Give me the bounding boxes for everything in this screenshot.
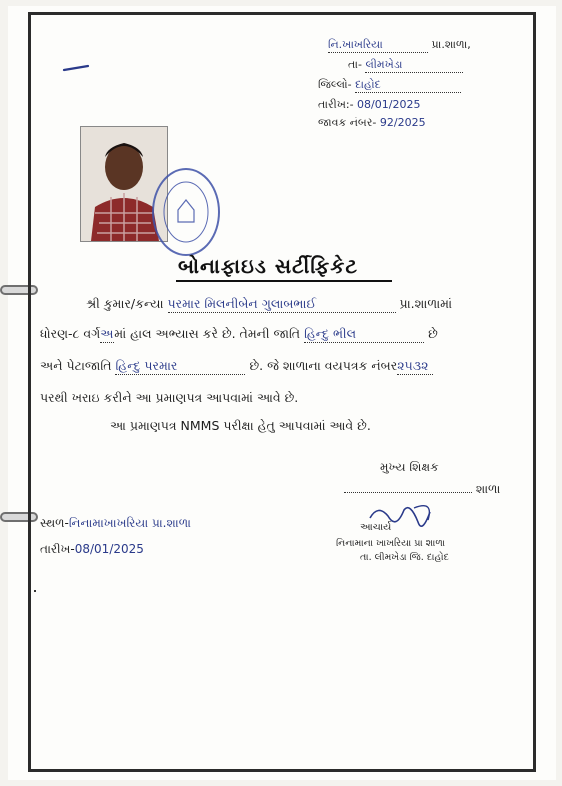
school-blank xyxy=(344,492,472,493)
student-name: પરમાર મિલનીબેન ગુલાબભાઈ xyxy=(168,296,396,313)
footer-date-value: 08/01/2025 xyxy=(74,542,144,556)
header-outward-line xyxy=(318,116,426,130)
body-line-4: પરથી ખરાઇ કરીને આ પ્રમાણપત્ર આપવામાં આવે છે. xyxy=(40,390,299,405)
certificate-title: બોનાફાઇડ સર્ટીફિકેટ xyxy=(178,254,358,278)
header-district-line xyxy=(318,78,461,93)
outward-label: જાવક નંબર- xyxy=(318,116,377,129)
place-line xyxy=(40,516,191,531)
header-date-line xyxy=(318,98,420,112)
class-value: અ xyxy=(100,326,114,341)
taluka-label: તા- xyxy=(348,58,362,71)
footer-date-line xyxy=(40,542,144,557)
seal-line-2: તા. લીમખેડા જિ. દાહોદ xyxy=(360,552,449,563)
district-value: દાહોદ xyxy=(355,78,461,93)
place-label: સ્થળ- xyxy=(40,516,69,530)
school-suffix: પ્રા.શાળા, xyxy=(431,38,471,51)
body-line-1 xyxy=(86,296,452,313)
header-school-line xyxy=(328,38,471,53)
line2-middle: માં હાલ અભ્યાસ કરે છે. તેમની જાતિ xyxy=(114,326,301,341)
head-teacher-label: મુખ્ય શિક્ષક xyxy=(380,460,439,474)
seal-line-1: નિનામાના ખાખરિયા પ્રા શાળા xyxy=(336,538,446,549)
school-stamp xyxy=(152,168,220,256)
pen-mark xyxy=(62,62,92,74)
caste-value: હિન્દુ ભીલ xyxy=(304,326,424,343)
subcaste-value: હિન્દુ પરમાર xyxy=(115,358,245,375)
body-line-2 xyxy=(40,326,438,343)
head-teacher-school-line xyxy=(344,482,500,497)
stamp-art xyxy=(154,170,218,254)
header-taluka-line xyxy=(348,58,463,73)
line3-prefix: અને પેટાજાતિ xyxy=(40,358,112,373)
school-name: નિ.ખાખરિયા xyxy=(328,38,428,53)
place-value: નિનામાખાખરિયા પ્રા.શાળા xyxy=(68,516,191,530)
body-line-3 xyxy=(40,358,433,375)
line2-suffix: છે xyxy=(428,326,438,341)
register-value: ૨૫૩૨ xyxy=(397,358,433,375)
title-underline xyxy=(176,280,392,282)
footer-date-label: તારીખ- xyxy=(40,542,75,556)
outward-value: 92/2025 xyxy=(379,116,426,129)
line1-suffix: પ્રા.શાળામાં xyxy=(399,296,453,311)
district-label: જિલ્લો- xyxy=(318,78,352,91)
date-label: તારીખ:- xyxy=(318,98,354,111)
line3-middle: છે. જે શાળાના વયપત્રક નંબર xyxy=(249,358,398,373)
line1-prefix: શ્રી કુમાર/કન્યા xyxy=(86,296,164,311)
date-value: 08/01/2025 xyxy=(357,98,421,111)
stray-dot xyxy=(34,590,36,592)
line2-prefix: ધોરણ-૮ વર્ગ xyxy=(40,326,101,341)
taluka-value: લીમખેડા xyxy=(365,58,463,73)
school-word: શાળા xyxy=(475,482,501,496)
body-line-5: આ પ્રમાણપત્ર NMMS પરીક્ષા હેતુ આપવામાં આવે છે. xyxy=(110,418,371,433)
seal-designation: આચાર્ય xyxy=(360,522,392,533)
